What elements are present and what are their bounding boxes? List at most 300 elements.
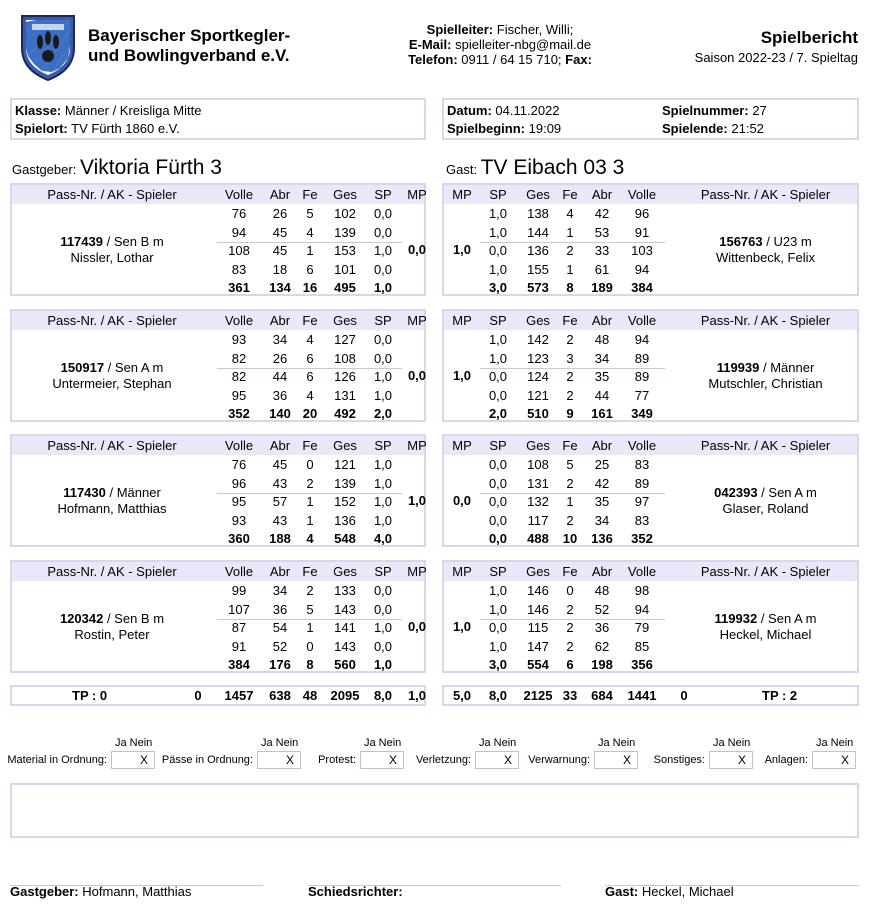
player-mp: 1,0 (452, 368, 472, 383)
table-row (444, 582, 857, 600)
table-cell: 94 (634, 261, 650, 277)
table-cell: 1,0 (488, 332, 508, 347)
player-name: Mutschler, Christian (708, 376, 823, 391)
column-header: SP (489, 313, 507, 328)
table-cell: 155 (527, 261, 549, 277)
table-cell: 0 (566, 583, 574, 598)
table-cell: 97 (634, 494, 650, 509)
table-cell: 4 (566, 206, 574, 221)
away-total-sp: 8,0 (488, 688, 508, 703)
player-mp: 0,0 (407, 619, 427, 634)
home-total-volle: 1457 (224, 688, 254, 703)
footer-ref (308, 884, 403, 899)
table-row (12, 456, 424, 474)
total-row (12, 279, 424, 297)
table-cell: 133 (334, 583, 356, 598)
check-box[interactable]: X (111, 751, 155, 769)
player-name: Hofmann, Matthias (57, 501, 167, 516)
footer-home-label: Gastgeber: (10, 884, 79, 899)
column-header: Fe (302, 564, 318, 579)
table-cell: 83 (634, 457, 650, 472)
table-cell: 2 (566, 512, 574, 528)
column-header: Volle (224, 438, 254, 453)
table-cell: 1,0 (373, 494, 393, 509)
table-cell: 0,0 (373, 261, 393, 277)
table-cell: 2 (566, 369, 574, 384)
table-cell: 99 (231, 583, 247, 598)
table-cell: 26 (272, 206, 288, 221)
table-cell: 61 (594, 261, 610, 277)
table-cell: 139 (334, 475, 356, 491)
table-cell: 102 (334, 206, 356, 221)
notes-box[interactable] (10, 783, 859, 838)
column-header: SP (489, 187, 507, 202)
table-cell: 8 (566, 280, 574, 295)
column-header: Volle (627, 313, 657, 328)
table-cell: 91 (634, 224, 650, 240)
table-cell: 108 (527, 457, 549, 472)
table-cell: 34 (272, 583, 288, 598)
table-cell: 34 (594, 512, 610, 528)
table-cell: 95 (231, 494, 247, 509)
away-total-0: 0 (680, 688, 688, 703)
table-cell: 1,0 (373, 512, 393, 528)
table-cell: 20 (302, 406, 318, 421)
column-header: Abr (591, 564, 613, 579)
row-separator (480, 493, 665, 494)
table-cell: 1 (306, 494, 314, 509)
table-cell: 1 (566, 224, 574, 240)
check-box[interactable]: X (475, 751, 519, 769)
player-pass-number: 150917 (60, 360, 105, 375)
table-cell: 82 (231, 369, 247, 384)
table-cell: 146 (527, 601, 549, 617)
home-total-abr: 638 (269, 688, 291, 703)
table-cell: 492 (334, 406, 356, 421)
table-cell: 0,0 (488, 475, 508, 491)
spielnummer-value: 27 (752, 103, 767, 118)
player-mp: 0,0 (407, 242, 427, 257)
spielbeginn-label: Spielbeginn: (447, 121, 525, 136)
table-cell: 6 (306, 350, 314, 366)
table-cell: 25 (594, 457, 610, 472)
table-cell: 510 (527, 406, 549, 421)
away-total-abr: 684 (591, 688, 613, 703)
player-info (12, 485, 212, 517)
table-cell: 6 (306, 261, 314, 277)
column-header: Pass-Nr. / AK - Spieler (47, 564, 177, 579)
player-name: Glaser, Roland (722, 501, 809, 516)
table-cell: 45 (272, 243, 288, 258)
home-game-table-2 (10, 309, 426, 422)
table-cell: 53 (594, 224, 610, 240)
table-cell: 0,0 (373, 638, 393, 654)
player-pass-number: 119932 (714, 611, 758, 626)
home-game-table-3 (10, 434, 426, 547)
table-cell: 0,0 (488, 494, 508, 509)
table-cell: 115 (527, 620, 549, 635)
table-row (12, 331, 424, 349)
table-cell: 139 (334, 224, 356, 240)
player-age-class: / Männer (105, 485, 161, 500)
home-totals-row (10, 685, 426, 706)
table-cell: 9 (566, 406, 574, 421)
table-cell: 138 (527, 206, 549, 221)
table-row (444, 331, 857, 349)
spielbeginn-value: 19:09 (528, 121, 562, 136)
footer-home-value: Hofmann, Matthias (82, 884, 192, 899)
table-cell: 0,0 (373, 206, 393, 221)
table-cell: 5 (566, 457, 574, 472)
table-cell: 44 (272, 369, 288, 384)
telefon-value: 0911 / 64 15 710; (461, 52, 562, 67)
table-cell: 153 (334, 243, 356, 258)
table-cell: 94 (634, 332, 650, 347)
column-header: Fe (302, 313, 318, 328)
contact-block (380, 22, 620, 67)
spielleiter-label: Spielleiter: (426, 22, 494, 37)
table-cell: 43 (272, 475, 288, 491)
column-header: Abr (591, 187, 613, 202)
table-row (12, 205, 424, 223)
table-cell: 83 (231, 261, 247, 277)
away-team-heading (446, 156, 624, 180)
table-cell: 147 (527, 638, 549, 654)
info-box-right (442, 98, 859, 140)
table-cell: 0,0 (488, 531, 508, 546)
table-header (444, 562, 857, 581)
away-team-label: Gast: (446, 162, 478, 177)
check-box[interactable]: X (594, 751, 638, 769)
ja-nein-header: Ja Nein (364, 737, 402, 749)
column-header: Pass-Nr. / AK - Spieler (47, 438, 177, 453)
table-cell: 95 (231, 387, 247, 403)
spielnummer-label: Spielnummer: (662, 103, 749, 118)
table-cell: 108 (334, 350, 356, 366)
home-tp: TP : 0 (72, 688, 108, 703)
player-mp: 0,0 (452, 493, 472, 508)
table-cell: 495 (334, 280, 356, 295)
column-header: Abr (591, 438, 613, 453)
table-row (444, 456, 857, 474)
table-cell: 85 (634, 638, 650, 654)
table-cell: 57 (272, 494, 288, 509)
column-header: Volle (627, 438, 657, 453)
table-cell: 89 (634, 475, 650, 491)
column-header: MP (452, 313, 472, 328)
total-row (444, 656, 857, 674)
column-header: Pass-Nr. / AK - Spieler (47, 313, 177, 328)
table-cell: 126 (334, 369, 356, 384)
column-header: MP (407, 313, 427, 328)
table-cell: 2 (566, 638, 574, 654)
table-cell: 2,0 (488, 406, 508, 421)
table-cell: 121 (334, 457, 356, 472)
table-cell: 124 (527, 369, 549, 384)
home-team-name: Viktoria Fürth 3 (79, 156, 222, 179)
bskv-logo (18, 8, 78, 82)
table-cell: 89 (634, 369, 650, 384)
table-cell: 52 (272, 638, 288, 654)
season-label: Saison 2022-23 / 7. Spieltag (694, 50, 858, 65)
table-cell: 2 (306, 583, 314, 598)
table-cell: 548 (334, 531, 356, 546)
table-cell: 6 (566, 657, 574, 672)
table-cell: 4 (306, 531, 314, 546)
player-age-class: / Männer (759, 360, 815, 375)
column-header: Ges (526, 313, 550, 328)
table-cell: 1 (566, 261, 574, 277)
home-game-table-1 (10, 183, 426, 296)
away-team-name: TV Eibach 03 3 (480, 156, 625, 179)
spielort-label: Spielort: (15, 121, 68, 136)
row-separator (217, 242, 402, 243)
table-cell: 1,0 (373, 657, 393, 672)
table-cell: 18 (272, 261, 288, 277)
table-cell: 35 (594, 494, 610, 509)
check-box[interactable]: X (812, 751, 856, 769)
table-cell: 2 (566, 243, 574, 258)
table-cell: 83 (634, 512, 650, 528)
table-cell: 34 (272, 332, 288, 347)
table-cell: 0,0 (488, 369, 508, 384)
datum-value: 04.11.2022 (495, 103, 560, 118)
table-cell: 132 (527, 494, 549, 509)
column-header: Volle (224, 313, 254, 328)
table-row (444, 205, 857, 223)
table-cell: 1,0 (373, 475, 393, 491)
table-cell: 62 (594, 638, 610, 654)
column-header: Ges (333, 564, 357, 579)
table-cell: 1,0 (373, 243, 393, 258)
ja-nein-header: Ja Nein (713, 737, 751, 749)
check-label: Protest: (318, 754, 356, 766)
column-header: Fe (562, 564, 578, 579)
table-cell: 0,0 (488, 512, 508, 528)
column-header: Volle (627, 564, 657, 579)
table-cell: 3 (566, 350, 574, 366)
table-cell: 42 (594, 475, 610, 491)
table-cell: 0,0 (488, 243, 508, 258)
spielende-value: 21:52 (731, 121, 764, 136)
table-cell: 6 (306, 369, 314, 384)
column-header: Fe (302, 438, 318, 453)
check-label: Material in Ordnung: (7, 754, 107, 766)
column-header: SP (374, 313, 392, 328)
table-cell: 4,0 (373, 531, 393, 546)
row-separator (480, 619, 665, 620)
table-cell: 141 (334, 620, 356, 635)
away-game-table-4 (442, 560, 859, 673)
table-cell: 131 (527, 475, 549, 491)
column-header: SP (374, 187, 392, 202)
footer-away-value: Heckel, Michael (641, 884, 734, 899)
player-pass-number: 156763 (719, 234, 763, 249)
home-total-fe: 48 (302, 688, 318, 703)
row-separator (217, 493, 402, 494)
table-cell: 1,0 (488, 638, 508, 654)
column-header: Pass-Nr. / AK - Spieler (700, 564, 831, 579)
check-label: Verletzung: (415, 754, 471, 766)
table-cell: 4 (306, 387, 314, 403)
table-cell: 107 (228, 601, 250, 617)
player-age-class: / Sen A m (757, 485, 817, 500)
table-cell: 152 (334, 494, 356, 509)
table-cell: 1,0 (373, 369, 393, 384)
column-header: MP (407, 438, 427, 453)
table-cell: 142 (527, 332, 549, 347)
column-header: MP (452, 564, 472, 579)
table-cell: 188 (269, 531, 291, 546)
klasse-label: Klasse: (15, 103, 62, 118)
column-header: Abr (591, 313, 613, 328)
column-header: Abr (269, 438, 291, 453)
table-cell: 560 (334, 657, 356, 672)
check-label: Pässe in Ordnung: (161, 754, 253, 766)
column-header: SP (374, 438, 392, 453)
away-total-ges: 2125 (523, 688, 553, 703)
column-header: Ges (526, 438, 550, 453)
column-header: Ges (333, 187, 357, 202)
email-label: E-Mail: (408, 37, 452, 52)
check-label: Sonstiges: (653, 754, 705, 766)
player-mp: 1,0 (452, 619, 472, 634)
table-cell: 89 (634, 350, 650, 366)
table-cell: 77 (634, 387, 650, 403)
spielleiter-value: Fischer, Willi; (496, 22, 574, 37)
table-cell: 94 (634, 601, 650, 617)
table-header (12, 562, 427, 581)
table-cell: 91 (231, 638, 247, 654)
check-box[interactable]: X (709, 751, 753, 769)
table-cell: 45 (272, 457, 288, 472)
player-info (674, 611, 857, 643)
table-cell: 134 (269, 280, 291, 295)
table-cell: 5 (306, 206, 314, 221)
home-total-ges: 2095 (330, 688, 360, 703)
table-cell: 146 (527, 583, 549, 598)
player-pass-number: 119939 (716, 360, 760, 375)
table-cell: 176 (269, 657, 291, 672)
table-cell: 36 (594, 620, 610, 635)
spielort-value: TV Fürth 1860 e.V. (71, 121, 180, 136)
table-cell: 198 (591, 657, 613, 672)
table-cell: 117 (527, 512, 549, 528)
footer-away-label: Gast: (605, 884, 639, 899)
table-cell: 94 (231, 224, 247, 240)
table-cell: 136 (334, 512, 356, 528)
player-pass-number: 117439 (60, 234, 103, 249)
table-cell: 0,0 (488, 620, 508, 635)
table-header (12, 436, 427, 455)
column-header: Volle (224, 564, 254, 579)
player-info (674, 234, 857, 266)
table-header (12, 185, 427, 204)
table-cell: 3,0 (488, 280, 508, 295)
table-cell: 360 (228, 531, 250, 546)
column-header: Fe (562, 313, 578, 328)
table-cell: 44 (594, 387, 610, 403)
table-cell: 349 (631, 406, 653, 421)
table-cell: 1,0 (373, 620, 393, 635)
table-cell: 352 (631, 531, 653, 546)
column-header: Pass-Nr. / AK - Spieler (47, 187, 177, 202)
table-cell: 8 (306, 657, 314, 672)
player-age-class: / Sen A m (104, 360, 164, 375)
player-age-class: / Sen A m (757, 611, 817, 626)
column-header: Fe (562, 187, 578, 202)
email-value[interactable]: spielleiter-nbg@mail.de (455, 37, 592, 52)
table-cell: 48 (594, 332, 610, 347)
table-cell: 1 (566, 494, 574, 509)
row-separator (480, 368, 665, 369)
ja-nein-header: Ja Nein (479, 737, 517, 749)
table-cell: 0,0 (488, 387, 508, 403)
player-name: Untermeier, Stephan (52, 376, 172, 391)
table-cell: 35 (594, 369, 610, 384)
home-total-0: 0 (194, 688, 202, 703)
table-cell: 3,0 (488, 657, 508, 672)
table-cell: 0,0 (373, 601, 393, 617)
table-cell: 87 (231, 620, 247, 635)
table-cell: 0,0 (488, 457, 508, 472)
table-header (444, 311, 857, 330)
column-header: MP (407, 187, 427, 202)
table-cell: 131 (334, 387, 356, 403)
player-name: Heckel, Michael (719, 627, 812, 642)
column-header: SP (374, 564, 392, 579)
away-tp: TP : 2 (762, 688, 798, 703)
total-row (12, 405, 424, 423)
table-cell: 1,0 (373, 457, 393, 472)
home-total-mp: 1,0 (407, 688, 427, 703)
footer-home (10, 884, 191, 899)
table-cell: 42 (594, 206, 610, 221)
footer-ref-label: Schiedsrichter: (308, 884, 403, 899)
away-total-mp: 5,0 (452, 688, 472, 703)
table-cell: 0,0 (373, 332, 393, 347)
column-header: Fe (302, 187, 318, 202)
table-cell: 4 (306, 332, 314, 347)
player-info (674, 360, 857, 392)
player-info (674, 485, 857, 517)
table-cell: 103 (631, 243, 653, 258)
table-cell: 96 (634, 206, 650, 221)
table-cell: 96 (231, 475, 247, 491)
spielende-label: Spielende: (662, 121, 728, 136)
column-header: Abr (269, 564, 291, 579)
table-cell: 384 (228, 657, 250, 672)
table-cell: 0,0 (373, 224, 393, 240)
player-name: Rostin, Peter (74, 627, 150, 642)
away-game-table-2 (442, 309, 859, 422)
table-cell: 161 (591, 406, 613, 421)
check-box[interactable]: X (360, 751, 404, 769)
check-box[interactable]: X (257, 751, 301, 769)
table-cell: 136 (591, 531, 613, 546)
table-cell: 488 (527, 531, 549, 546)
table-cell: 554 (527, 657, 549, 672)
table-cell: 1,0 (373, 387, 393, 403)
home-game-table-4 (10, 560, 426, 673)
table-cell: 2 (566, 332, 574, 347)
column-header: Ges (526, 187, 550, 202)
table-cell: 4 (306, 224, 314, 240)
table-cell: 76 (231, 457, 247, 472)
column-header: MP (452, 187, 472, 202)
check-label: Verwarnung: (528, 754, 590, 766)
table-cell: 1,0 (488, 261, 508, 277)
